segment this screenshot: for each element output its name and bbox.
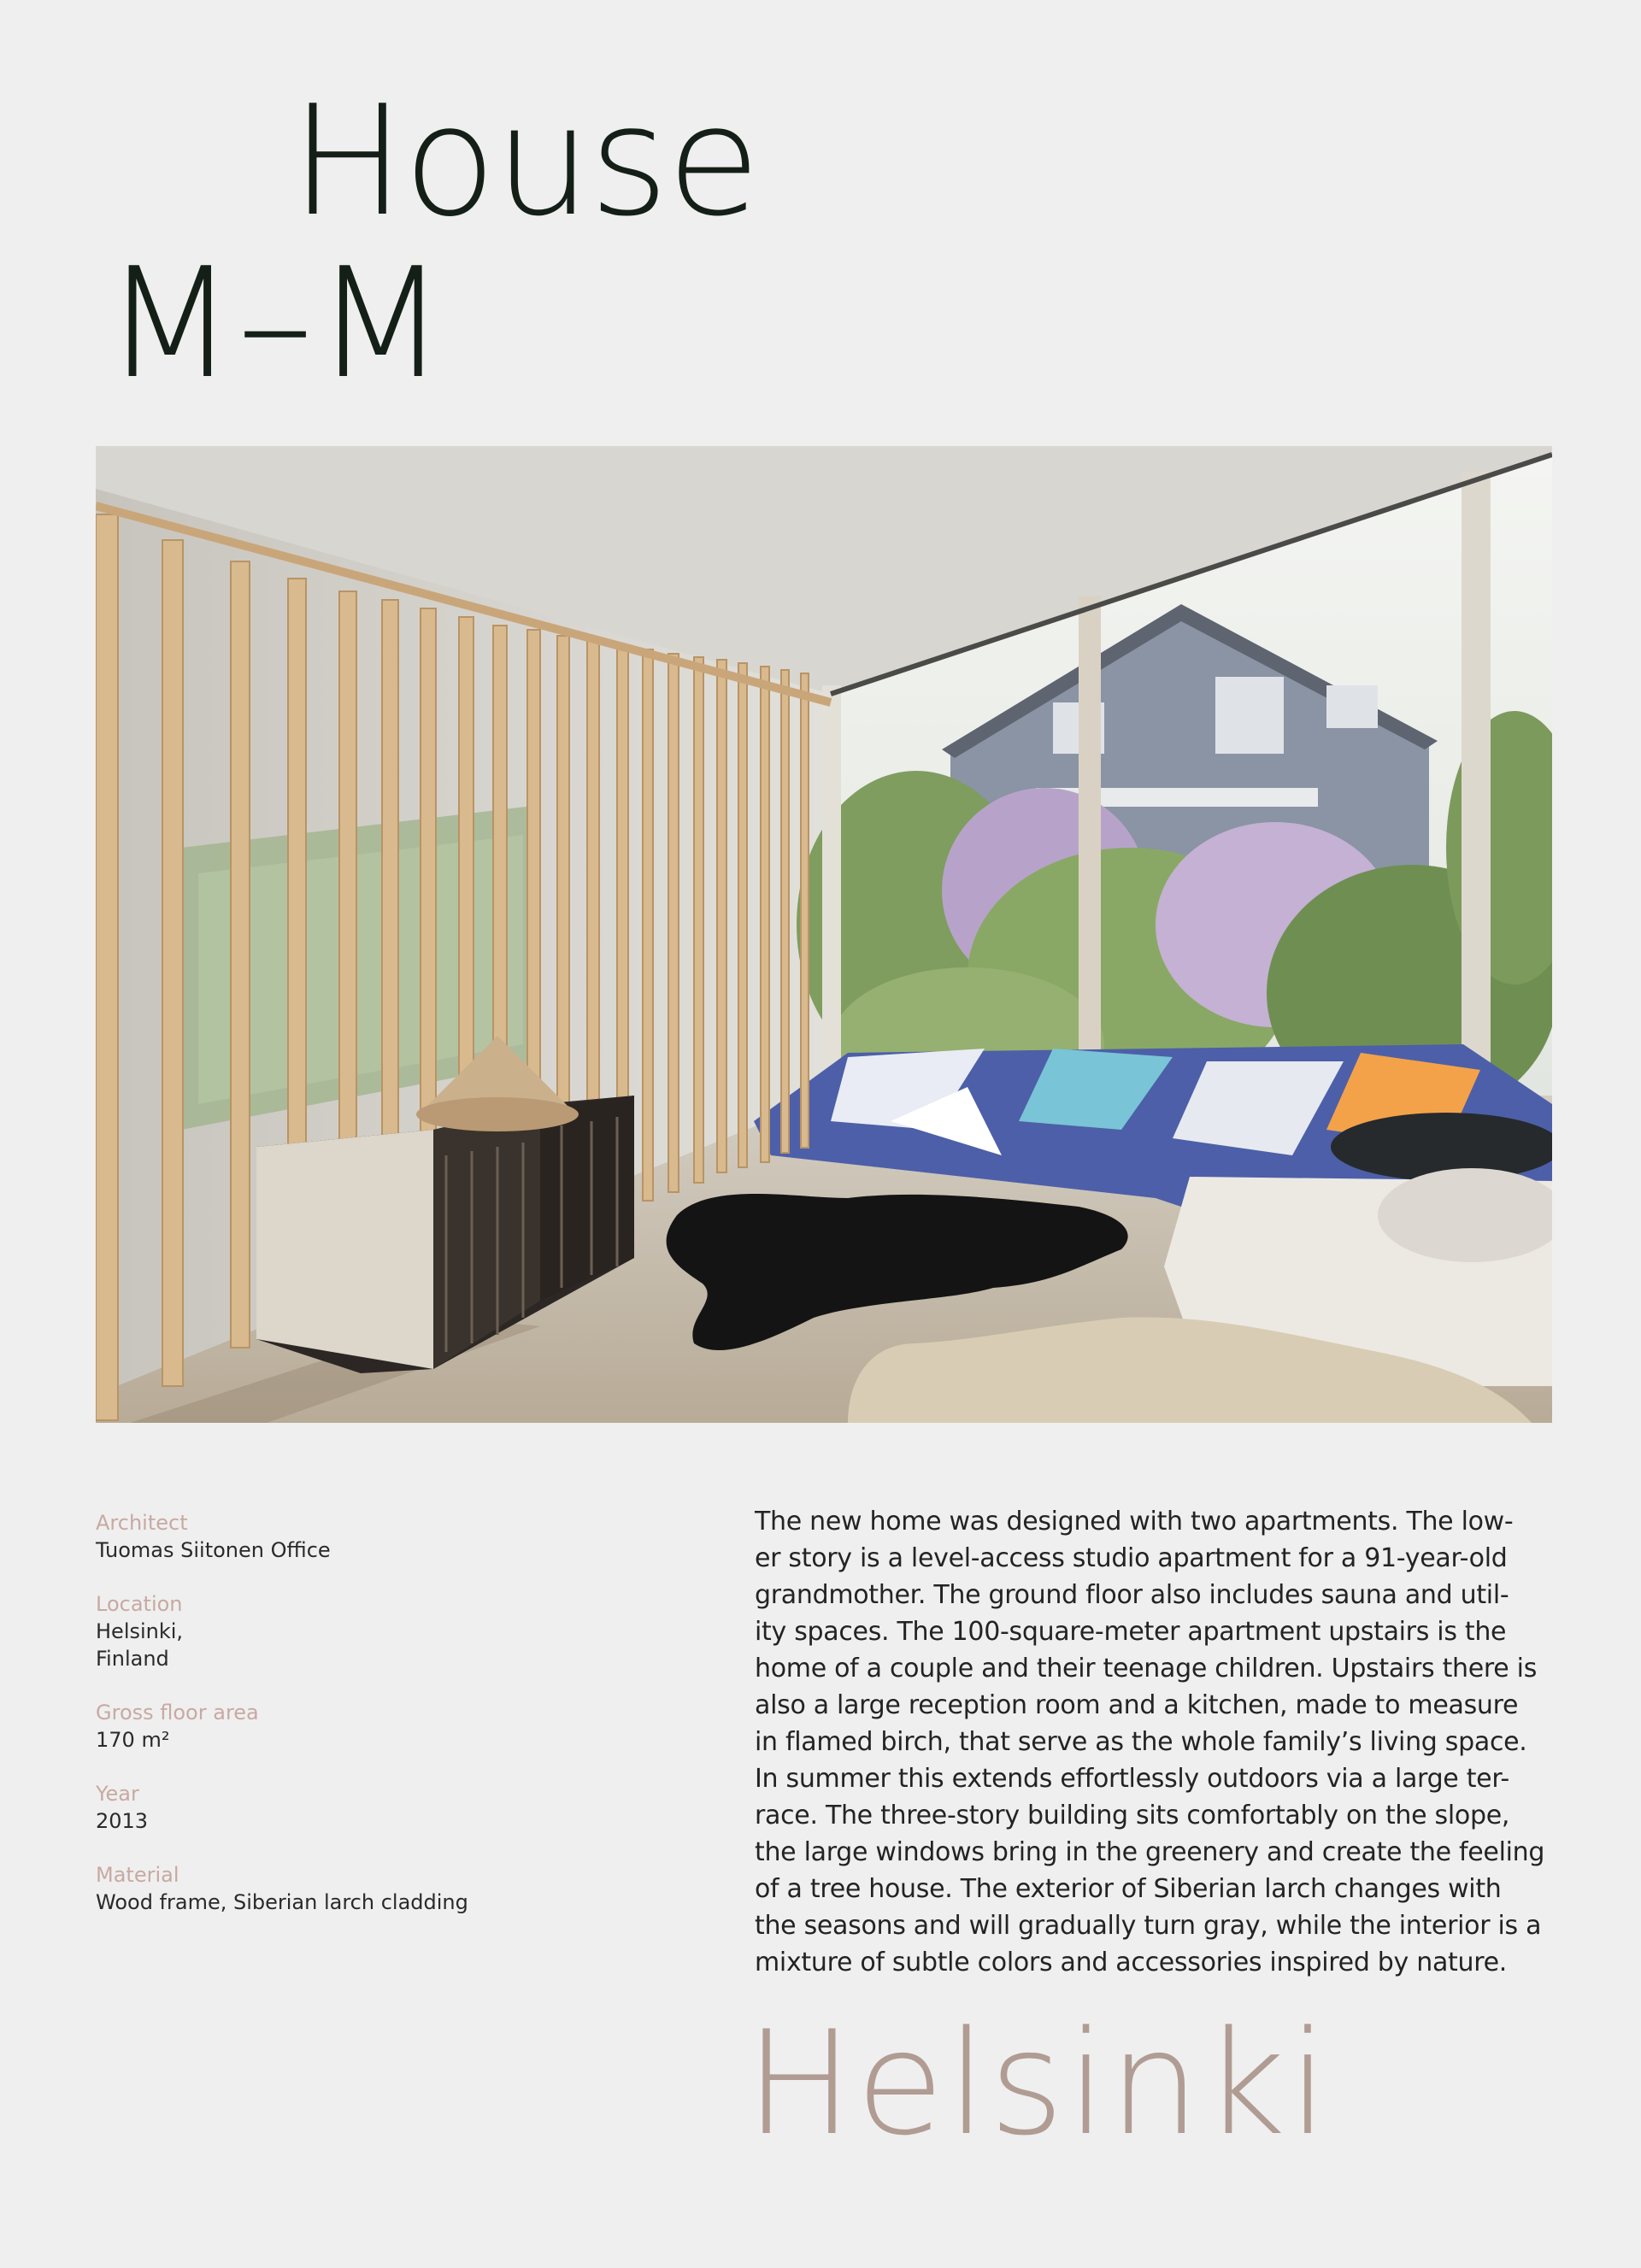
location-detail: [96, 1590, 694, 1672]
material-detail: [96, 1861, 694, 1916]
description-line: ity spaces. The 100-square-meter apartment upstairs is the: [755, 1617, 1507, 1647]
year-value: 2013: [96, 1809, 149, 1833]
description-line: er story is a level-access studio apartment for a 91-year-old: [755, 1543, 1508, 1573]
architect-detail: [96, 1509, 694, 1564]
floor-area-label: Gross floor area: [96, 1701, 259, 1725]
location-city: Helsinki,: [96, 1619, 184, 1643]
floor-area-value: 170 m²: [96, 1728, 170, 1752]
title-line-2: M–M: [104, 235, 449, 412]
description-line: In summer this extends effortlessly outdoors via a large ter-: [755, 1764, 1509, 1794]
architect-label: Architect: [96, 1511, 188, 1535]
location-country: Finland: [96, 1647, 169, 1671]
description-paragraph: [755, 1503, 1554, 1981]
project-details: [96, 1509, 694, 1942]
description-line: home of a couple and their teenage children. Upstairs there is: [755, 1654, 1538, 1683]
year-label: Year: [96, 1782, 139, 1806]
year-detail: [96, 1780, 694, 1835]
description-line: the seasons and will gradually turn gray, while the interior is a: [755, 1911, 1542, 1941]
description-line: of a tree house. The exterior of Siberian larch changes with: [755, 1874, 1502, 1904]
description-line: in flamed birch, that serve as the whole family’s living space.: [755, 1727, 1527, 1757]
architect-value: Tuomas Siitonen Office: [96, 1538, 331, 1562]
material-label: Material: [96, 1863, 179, 1887]
description-line: the large windows bring in the greenery and create the feeling: [755, 1837, 1545, 1867]
description-line: The new home was designed with two apartments. The low-: [755, 1507, 1514, 1536]
interior-photo: [96, 446, 1552, 1423]
city-heading: Helsinki: [745, 2000, 1332, 2167]
description-line: also a large reception room and a kitchen, made to measure: [755, 1690, 1519, 1720]
location-label: Location: [96, 1592, 183, 1616]
description-line: mixture of subtle colors and accessories inspired by nature.: [755, 1948, 1507, 1977]
material-value: Wood frame, Siberian larch cladding: [96, 1890, 468, 1914]
description-line: race. The three-story building sits comfortably on the slope,: [755, 1801, 1510, 1830]
title-line-1: House: [291, 73, 759, 250]
description-line: grandmother. The ground floor also includes sauna and util-: [755, 1580, 1509, 1610]
floor-area-detail: [96, 1699, 694, 1754]
